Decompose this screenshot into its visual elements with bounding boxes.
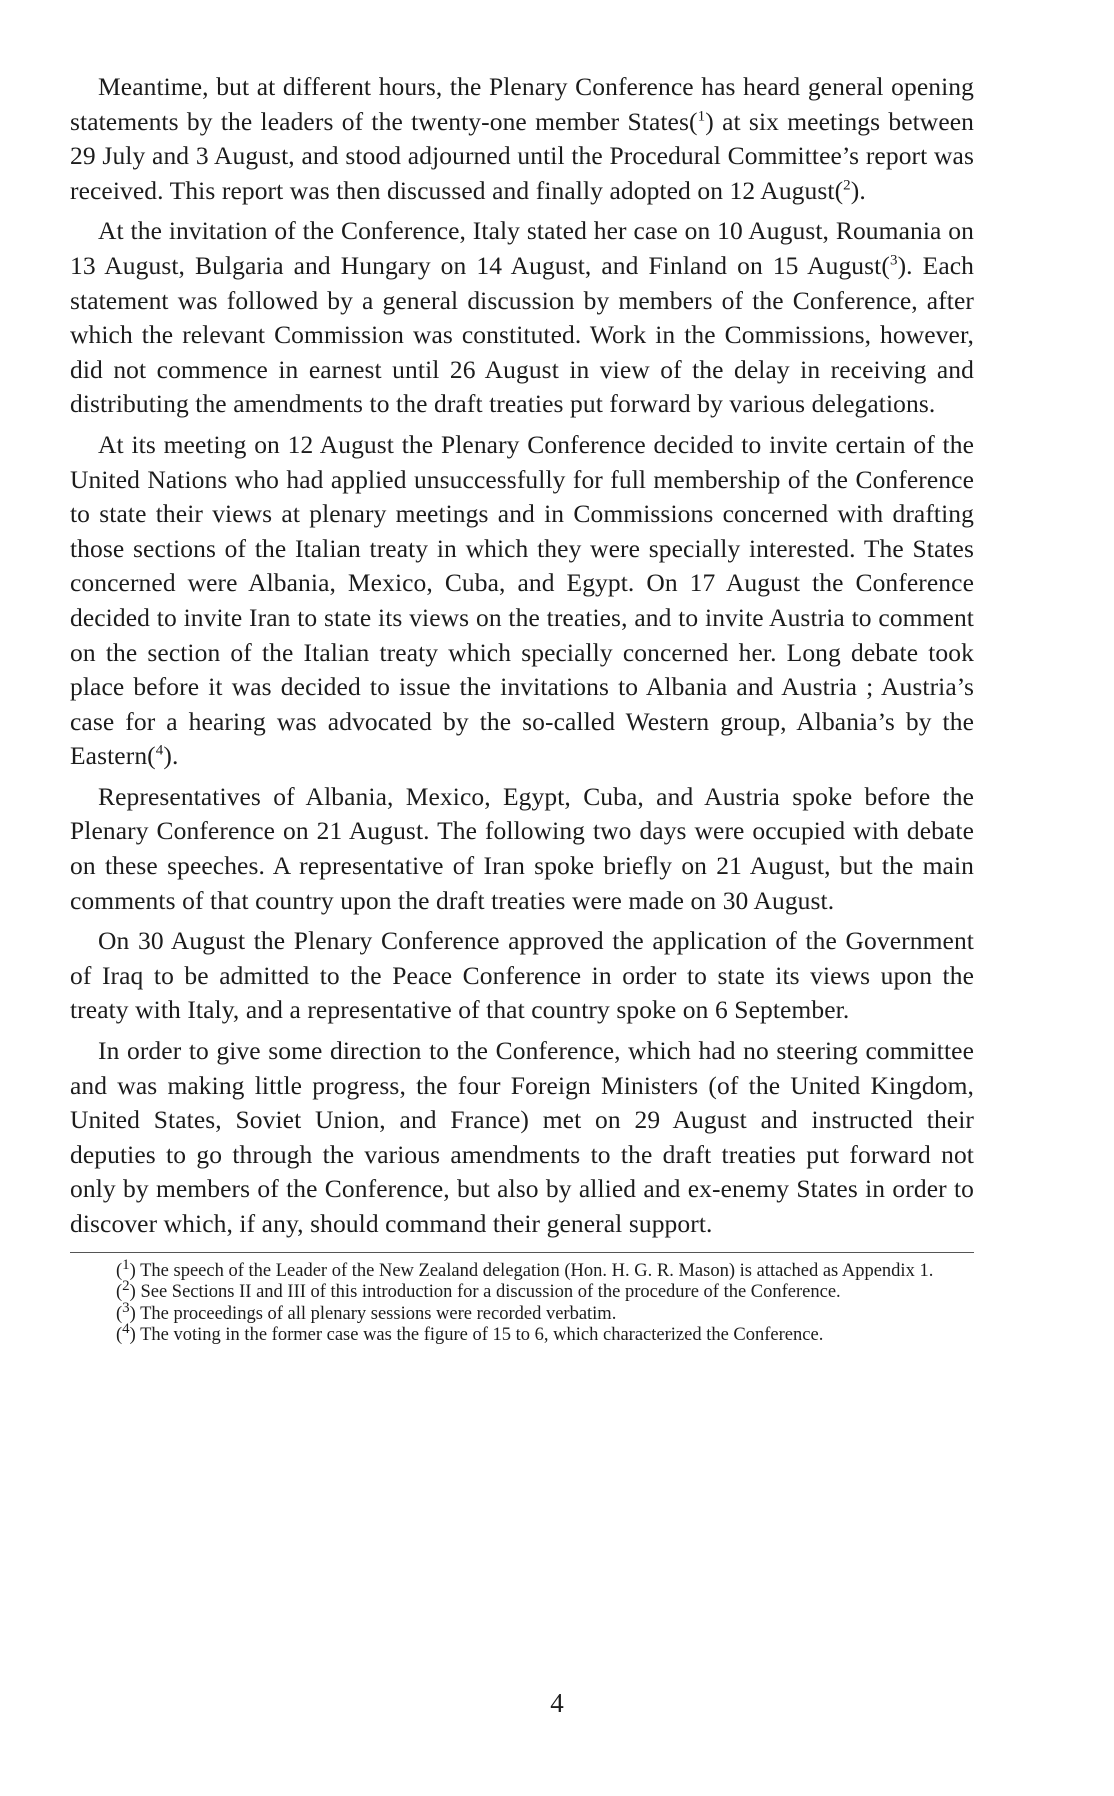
footnote: ($^3$) The proceedings of all plenary sessions were recorded verbatim.	[116, 1299, 617, 1324]
text-run: ). Each statement was followed by a general discussion by members of the Conference, after which the relevant Commission was constituted. Work in the Commissions, however, did not commence in earnest until 26 August in view of the delay in receiving and distributing the amendments to the draft treaties put forward by various delegations.	[70, 250, 975, 419]
footnote-text: See Sections II and III of this introduction for a discussion of the procedure of the Conference.	[140, 1282, 841, 1303]
text-run: On 30 August the Plenary Conference approved the application of the Government of Iraq to be admitted to the Peace Conference in order to state its views upon the treaty with Italy, and a representative of that country spoke on 6 September.	[70, 926, 974, 1025]
footnote: ($^1$) The speech of the Leader of the New Zealand delegation (Hon. H. G. R. Mason) is attached as Appendix 1.	[116, 1256, 934, 1281]
body-paragraph	[70, 214, 974, 422]
body-paragraph	[70, 70, 974, 208]
text-run: ) at six meetings between 29 July and 3 August, and stood adjourned until the Procedural Committee’s report was received. This report was then discussed and finally adopted on 12 August(	[70, 106, 975, 205]
footnotes	[70, 1256, 974, 1347]
body-paragraph	[70, 1034, 974, 1242]
footnote-divider	[70, 1252, 974, 1253]
page-content	[70, 70, 974, 1347]
text-run: Meantime, but at different hours, the Plenary Conference has heard general opening statements by the leaders of the twenty-one member States(	[70, 72, 974, 136]
footnote-mark: 3	[122, 1299, 130, 1316]
footnote-text: The proceedings of all plenary sessions were recorded verbatim.	[140, 1303, 617, 1324]
body-text	[70, 70, 974, 1242]
text-run: At its meeting on 12 August the Plenary Conference decided to invite certain of the United Nations who had applied unsuccessfully for full membership of the Conference to state their views at plenary meetings and in Commissions concerned with drafting those sections of the Italian treaty in which they were specially interested. The States concerned were Albania, Mexico, Cuba, and Egypt. On 17 August the Conference decided to invite Iran to state its views on the treaties, and to invite Austria to comment on the section of the Italian treaty which specially concerned her. Long debate took place before it was decided to issue the invitations to Albania and Austria ; Austria’s case for a hearing was advocated by the so-called Western group, Albania’s by the Eastern(	[70, 429, 974, 771]
footnote-reference: 1	[697, 108, 706, 125]
footnote: ($^4$) The voting in the former case was the figure of 15 to 6, which characterized the Conference.	[116, 1320, 824, 1346]
footnote-reference: 4	[155, 742, 164, 759]
footnote-mark: 2	[122, 1277, 130, 1294]
text-run: ).	[163, 741, 179, 771]
text-run: At the invitation of the Conference, Italy stated her case on 10 August, Roumania on 13 August, Bulgaria and Hungary on 14 August, and Finland on 15 August(	[70, 216, 974, 280]
text-run: In order to give some direction to the Conference, which had no steering committee and was making little progress, the four Foreign Ministers (of the United Kingdom, United States, Soviet Union, and France) met on 29 August and instructed their deputies to go through the various amendments to the draft treaties put forward not only by members of the Conference, but also by allied and ex-enemy States in order to discover which, if any, should command their general support.	[70, 1036, 974, 1238]
footnote-text: The speech of the Leader of the New Zealand delegation (Hon. H. G. R. Mason) is attached as Appendix 1.	[140, 1260, 934, 1281]
body-paragraph	[70, 780, 974, 918]
footnote-reference: 2	[843, 177, 851, 194]
footnote-text: The voting in the former case was the figure of 15 to 6, which characterized the Conference.	[140, 1325, 824, 1346]
body-paragraph	[70, 428, 974, 774]
footnote-mark: 4	[122, 1320, 130, 1337]
footnote: ($^2$) See Sections II and III of this introduction for a discussion of the procedure of the Conference.	[116, 1277, 841, 1303]
text-run: Representatives of Albania, Mexico, Egypt, Cuba, and Austria spoke before the Plenary Conference on 21 August. The following two days were occupied with debate on these speeches. A representative of Iran spoke briefly on 21 August, but the main comments of that country upon the draft treaties were made on 30 August.	[70, 781, 974, 915]
body-paragraph	[70, 924, 974, 1028]
text-run: ).	[850, 175, 866, 205]
footnote-reference: 3	[889, 252, 898, 269]
page-number: 4	[550, 1688, 564, 1718]
footnote-mark: 1	[122, 1256, 130, 1273]
